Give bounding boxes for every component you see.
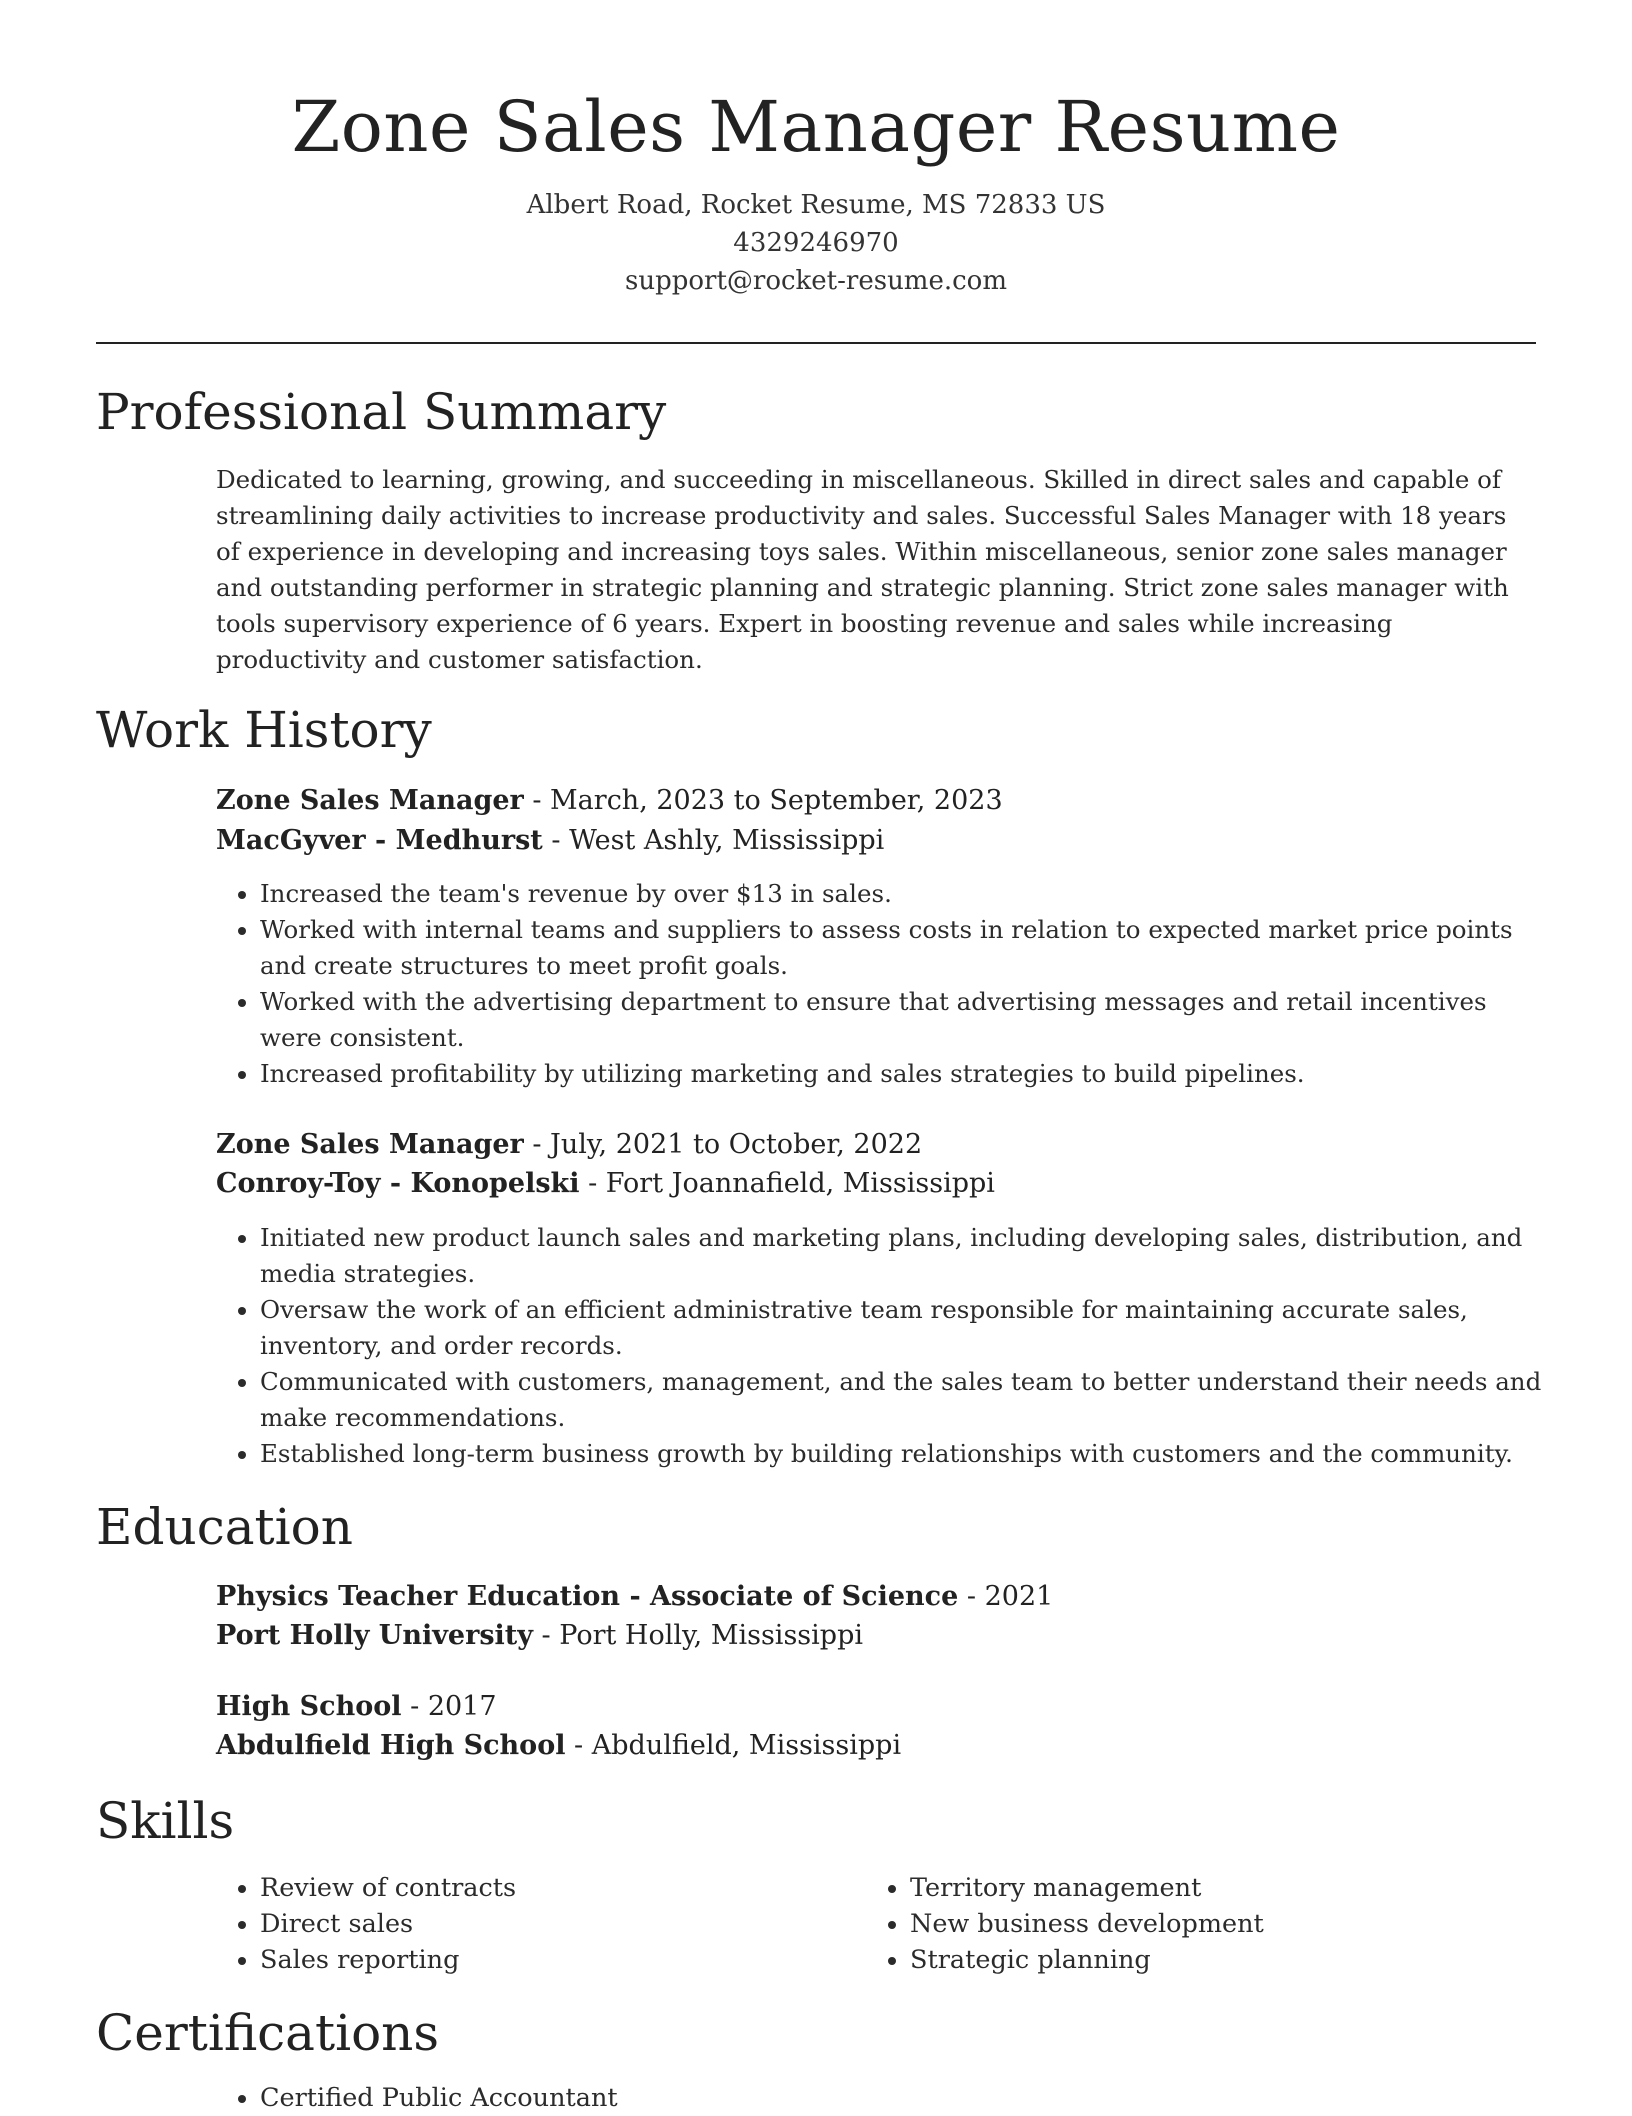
section-title-work-history: Work History xyxy=(96,701,432,759)
list-item: • Review of contracts xyxy=(260,1870,880,1906)
education-school-line xyxy=(216,1727,901,1765)
list-item: • Certified Public Accountant xyxy=(260,2080,880,2116)
education-degree: High School xyxy=(216,1691,402,1722)
list-item: • Sales reporting xyxy=(260,1942,880,1978)
resume-title: Zone Sales Manager Resume xyxy=(291,86,1341,168)
job-dates: - July, 2021 to October, 2022 xyxy=(523,1129,923,1160)
skills-list-right xyxy=(866,1870,1530,1978)
contact-address: Albert Road, Rocket Resume, MS 72833 US xyxy=(526,190,1106,220)
section-title-education: Education xyxy=(96,1498,353,1556)
education-year: - 2017 xyxy=(401,1691,497,1722)
job-company: MacGyver - Medhurst xyxy=(216,825,543,856)
resume-page xyxy=(96,0,1542,2113)
education-school: Abdulfield High School xyxy=(216,1730,566,1761)
list-item: • Increased the team's revenue by over $13 in sales. xyxy=(260,876,1550,912)
list-item: • Communicated with customers, management, and the sales team to better understand their needs and make recommendations. xyxy=(260,1364,1550,1436)
list-item: • Territory management xyxy=(910,1870,1530,1906)
list-item: • Initiated new product launch sales and marketing plans, including developing sales, distribution, and media strategies. xyxy=(260,1220,1550,1292)
contact-phone: 4329246970 xyxy=(733,228,899,258)
job-role: Zone Sales Manager xyxy=(216,1129,524,1160)
list-item: • Worked with the advertising department to ensure that advertising messages and retail incentives were consistent. xyxy=(260,984,1550,1056)
job-duties-list xyxy=(216,876,1550,1092)
skills-list-left xyxy=(216,1870,880,1978)
education-degree-line xyxy=(216,1578,1053,1616)
summary-text: Dedicated to learning, growing, and succeeding in miscellaneous. Skilled in direct sales and capable of streamlining daily activities to increase productivity and sales. Successful Sales Manager with 18 years of experience in developing and increasing toys sales. Within miscellaneous, senior zone sales manager and outstanding performer in strategic planning and strategic planning. Strict zone sales manager with tools supervisory experience of 6 years. Expert in boosting revenue and sales while increasing productivity and customer satisfaction. xyxy=(216,465,1509,674)
list-item: • New business development xyxy=(910,1906,1530,1942)
list-item: • Oversaw the work of an efficient administrative team responsible for maintaining accurate sales, inventory, and order records. xyxy=(260,1292,1550,1364)
education-location: - Port Holly, Mississippi xyxy=(532,1620,863,1651)
job-company-line xyxy=(216,1165,995,1203)
list-item: • Established long-term business growth by building relationships with customers and the community. xyxy=(260,1436,1550,1472)
list-item: • Worked with internal teams and suppliers to assess costs in relation to expected market price points and create structures to meet profit goals. xyxy=(260,912,1550,984)
contact-info xyxy=(96,186,1536,300)
section-title-certifications: Certifications xyxy=(96,2004,440,2062)
job-dates: - March, 2023 to September, 2023 xyxy=(523,785,1003,816)
education-school-line xyxy=(216,1617,863,1655)
job-company: Conroy-Toy - Konopelski xyxy=(216,1168,580,1199)
education-degree: Physics Teacher Education - Associate of Science xyxy=(216,1581,959,1612)
education-degree-line xyxy=(216,1688,497,1726)
contact-email: support@rocket-resume.com xyxy=(624,266,1007,296)
education-school: Port Holly University xyxy=(216,1620,533,1651)
job-location: - Fort Joannafield, Mississippi xyxy=(579,1168,995,1199)
resume-header xyxy=(96,0,1536,300)
header-divider xyxy=(96,342,1536,344)
section-title-skills: Skills xyxy=(96,1792,235,1850)
list-item: • Strategic planning xyxy=(910,1942,1530,1978)
job-title-line xyxy=(216,1126,922,1164)
job-role: Zone Sales Manager xyxy=(216,785,524,816)
education-year: - 2021 xyxy=(958,1581,1054,1612)
list-item: • Increased profitability by utilizing marketing and sales strategies to build pipelines. xyxy=(260,1056,1550,1092)
job-title-line xyxy=(216,782,1003,820)
job-company-line xyxy=(216,822,884,860)
job-duties-list xyxy=(216,1220,1550,1472)
education-location: - Abdulfield, Mississippi xyxy=(565,1730,902,1761)
section-title-summary: Professional Summary xyxy=(96,383,667,441)
certifications-list xyxy=(216,2080,880,2116)
list-item: • Direct sales xyxy=(260,1906,880,1942)
job-location: - West Ashly, Mississippi xyxy=(542,825,885,856)
